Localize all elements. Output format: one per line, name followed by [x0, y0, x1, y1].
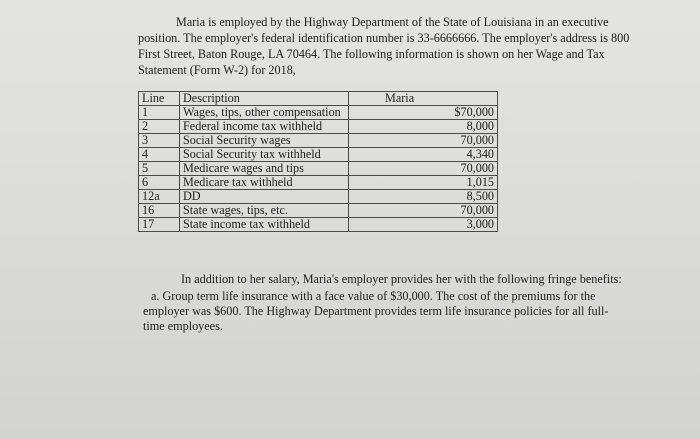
table-row: [139, 190, 498, 204]
table-row: [139, 176, 498, 190]
row-amount: 70,000: [349, 134, 498, 148]
table-row: [139, 106, 498, 120]
row-line: 5: [139, 162, 180, 176]
table-row: [139, 120, 498, 134]
row-line: 2: [139, 120, 180, 134]
row-line: 3: [139, 134, 180, 148]
fringe-benefits-section: [143, 272, 623, 334]
row-description: Social Security tax withheld: [180, 148, 349, 162]
fringe-intro-text: In addition to her salary, Maria's employer provides her with the following fringe benefits:: [181, 272, 622, 286]
row-amount: 8,000: [349, 120, 498, 134]
row-description: Medicare tax withheld: [180, 176, 349, 190]
row-line: 6: [139, 176, 180, 190]
row-amount: 1,015: [349, 176, 498, 190]
row-line: 4: [139, 148, 180, 162]
fringe-item-a-text: a. Group term life insurance with a face value of $30,000. The cost of the premiums for the employer was $600. The Highway Department provides term life insurance policies for all full-time employees.: [143, 289, 609, 333]
row-amount: 3,000: [349, 218, 498, 232]
row-amount: 8,500: [349, 190, 498, 204]
row-line: 12a: [139, 190, 180, 204]
header-description: Description: [180, 92, 349, 106]
row-description: Medicare wages and tips: [180, 162, 349, 176]
row-amount: 70,000: [349, 162, 498, 176]
intro-paragraph: [138, 14, 648, 78]
w2-table: [138, 91, 498, 232]
header-amount: Maria: [349, 92, 498, 106]
row-description: State income tax withheld: [180, 218, 349, 232]
row-description: Federal income tax withheld: [180, 120, 349, 134]
row-amount: $70,000: [349, 106, 498, 120]
row-line: 17: [139, 218, 180, 232]
row-description: Social Security wages: [180, 134, 349, 148]
row-line: 1: [139, 106, 180, 120]
table-row: [139, 134, 498, 148]
table-row: [139, 148, 498, 162]
table-header-row: [139, 92, 498, 106]
row-amount: 70,000: [349, 204, 498, 218]
table-row: [139, 162, 498, 176]
row-description: Wages, tips, other compensation: [180, 106, 349, 120]
header-line: Line: [139, 92, 180, 106]
row-description: DD: [180, 190, 349, 204]
row-amount: 4,340: [349, 148, 498, 162]
table-row: [139, 218, 498, 232]
row-description: State wages, tips, etc.: [180, 204, 349, 218]
table-row: [139, 204, 498, 218]
row-line: 16: [139, 204, 180, 218]
intro-text: Maria is employed by the Highway Department of the State of Louisiana in an executive position. The employer's federal identification number is 33-6666666. The employer's address is 800 First Street, Baton Rouge, LA 70464. The following information is shown on her Wage and Tax Statement (Form W-2) for 2018,: [138, 15, 630, 77]
